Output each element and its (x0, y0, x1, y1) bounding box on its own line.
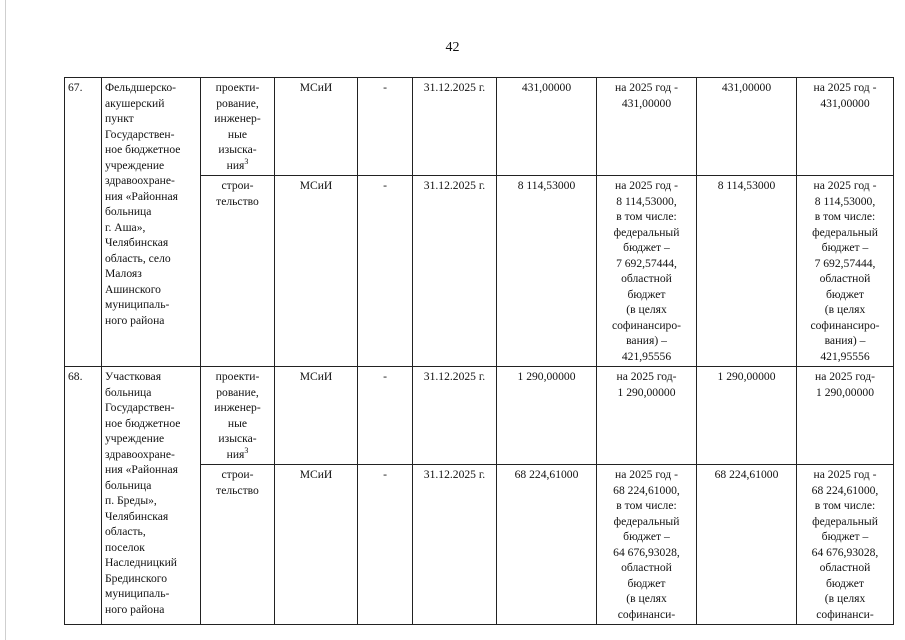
dash-cell: - (358, 465, 413, 625)
date-cell: 31.12.2025 г. (413, 367, 497, 465)
date-cell: 31.12.2025 г. (413, 465, 497, 625)
financing-cell: на 2025 год - 431,00000 (797, 78, 894, 176)
plan-cell: на 2025 год - 68 224,61000, в том числе: федеральный бюджет – 64 676,93028, областной бюджет (в целях софинанси- (597, 465, 697, 625)
financing-cell: на 2025 год- 1 290,00000 (797, 367, 894, 465)
dash-cell: - (358, 176, 413, 367)
limit-cell: 8 114,53000 (697, 176, 797, 367)
table-row (65, 78, 894, 176)
limit-cell: 1 290,00000 (697, 367, 797, 465)
stage-cell (201, 78, 275, 176)
row-number: 68. (65, 367, 102, 625)
footnote-mark: 3 (244, 445, 249, 455)
cost-cell: 431,00000 (497, 78, 597, 176)
financing-cell: на 2025 год - 68 224,61000, в том числе: федеральный бюджет – 64 676,93028, областной бюджет (в целях софинанси- (797, 465, 894, 625)
object-name: Участковая больница Государствен- ное бюджетное учреждение здравоохране- ния «Районная больница п. Бреды», Челябинская область, поселок Наследницкий Брединского муниципаль- ного района (102, 367, 201, 625)
scan-edge-line (5, 0, 6, 640)
organization-cell: МСиИ (275, 176, 358, 367)
row-number: 67. (65, 78, 102, 367)
page-number: 42 (445, 40, 460, 55)
plan-cell: на 2025 год - 8 114,53000, в том числе: федеральный бюджет – 7 692,57444, областной бюджет (в целях софинансиро- вания) – 421,95556 (597, 176, 697, 367)
financing-cell: на 2025 год - 8 114,53000, в том числе: федеральный бюджет – 7 692,57444, областной бюджет (в целях софинансиро- вания) – 421,95556 (797, 176, 894, 367)
cost-cell: 68 224,61000 (497, 465, 597, 625)
plan-cell: на 2025 год - 431,00000 (597, 78, 697, 176)
stage-label: проекти- рование, инженер- ные изыска- ния (214, 81, 261, 172)
stage-cell (201, 367, 275, 465)
organization-cell: МСиИ (275, 465, 358, 625)
cost-cell: 8 114,53000 (497, 176, 597, 367)
stage-cell: строи- тельство (201, 465, 275, 625)
cost-cell: 1 290,00000 (497, 367, 597, 465)
date-cell: 31.12.2025 г. (413, 176, 497, 367)
stage-cell: строи- тельство (201, 176, 275, 367)
stage-label: проекти- рование, инженер- ные изыска- ния (214, 370, 261, 461)
limit-cell: 431,00000 (697, 78, 797, 176)
dash-cell: - (358, 78, 413, 176)
table-row (65, 367, 894, 465)
limit-cell: 68 224,61000 (697, 465, 797, 625)
dash-cell: - (358, 367, 413, 465)
organization-cell: МСиИ (275, 78, 358, 176)
date-cell: 31.12.2025 г. (413, 78, 497, 176)
plan-cell: на 2025 год- 1 290,00000 (597, 367, 697, 465)
object-name: Фельдшерско- акушерский пункт Государствен- ное бюджетное учреждение здравоохране- ния «Районная больница г. Аша», Челябинская область, село Малояз Ашинского муниципаль- ного района (102, 78, 201, 367)
objects-table (64, 77, 894, 625)
footnote-mark: 3 (244, 156, 249, 166)
organization-cell: МСиИ (275, 367, 358, 465)
